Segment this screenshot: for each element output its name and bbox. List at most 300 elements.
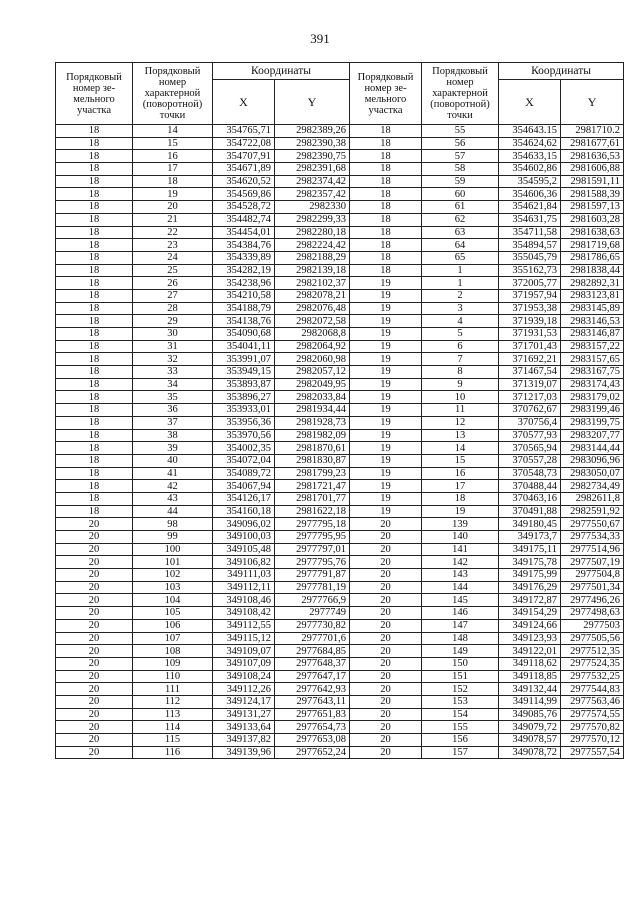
table-cell: 349180,45 (499, 518, 561, 531)
table-cell: 19 (350, 480, 422, 493)
table-cell: 20 (56, 569, 133, 582)
table-cell: 349175,99 (499, 569, 561, 582)
table-cell: 18 (56, 328, 133, 341)
table-cell: 57 (422, 150, 499, 163)
table-cell: 354707,91 (213, 150, 275, 163)
table-cell: 20 (56, 746, 133, 759)
table-cell: 370491,88 (499, 505, 561, 518)
table-cell: 3 (422, 302, 499, 315)
table-cell: 2983207,77 (561, 429, 624, 442)
table-cell: 104 (133, 594, 213, 607)
table-cell: 354210,58 (213, 289, 275, 302)
table-cell: 11 (422, 404, 499, 417)
table-cell: 30 (133, 328, 213, 341)
table-cell: 42 (133, 480, 213, 493)
table-row (56, 328, 624, 341)
table-cell: 22 (133, 226, 213, 239)
table-cell: 19 (350, 467, 422, 480)
table-cell: 18 (56, 391, 133, 404)
table-cell: 15 (133, 137, 213, 150)
table-cell: 18 (56, 226, 133, 239)
table-cell: 349111,03 (213, 569, 275, 582)
table-cell: 2983167,75 (561, 366, 624, 379)
table-cell: 2977795,76 (275, 556, 350, 569)
table-cell: 38 (133, 429, 213, 442)
table-cell: 2981799,23 (275, 467, 350, 480)
table-cell: 355045,79 (499, 251, 561, 264)
table-cell: 20 (350, 556, 422, 569)
table-cell: 14 (133, 125, 213, 138)
table-cell: 18 (56, 454, 133, 467)
table-cell: 20 (350, 746, 422, 759)
table-row (56, 531, 624, 544)
table-cell: 353933,01 (213, 404, 275, 417)
table-row (56, 543, 624, 556)
table-cell: 354528,72 (213, 201, 275, 214)
table-cell: 2977534,33 (561, 531, 624, 544)
table-cell: 13 (422, 429, 499, 442)
table-row (56, 429, 624, 442)
table-cell: 55 (422, 125, 499, 138)
table-row (56, 137, 624, 150)
table-cell: 2977550,67 (561, 518, 624, 531)
table-row (56, 201, 624, 214)
table-cell: 20 (56, 657, 133, 670)
table-row (56, 556, 624, 569)
table-cell: 18 (56, 213, 133, 226)
table-cell: 101 (133, 556, 213, 569)
table-cell: 2977574,55 (561, 708, 624, 721)
table-cell: 20 (350, 632, 422, 645)
table-cell: 371217,03 (499, 391, 561, 404)
table-cell: 18 (56, 277, 133, 290)
table-cell: 157 (422, 746, 499, 759)
table-cell: 111 (133, 683, 213, 696)
table-cell: 2983157,65 (561, 353, 624, 366)
table-cell: 112 (133, 695, 213, 708)
table-cell: 371701,43 (499, 340, 561, 353)
table-cell: 353893,87 (213, 378, 275, 391)
table-row (56, 480, 624, 493)
table-cell: 18 (350, 175, 422, 188)
table-cell: 370565,94 (499, 442, 561, 455)
table-cell: 2981677,61 (561, 137, 624, 150)
table-cell: 354454,01 (213, 226, 275, 239)
table-cell: 2983174,43 (561, 378, 624, 391)
table-cell: 354631,75 (499, 213, 561, 226)
table-row (56, 239, 624, 252)
table-row (56, 670, 624, 683)
table-cell: 115 (133, 734, 213, 747)
table-cell: 18 (56, 188, 133, 201)
table-cell: 354894,57 (499, 239, 561, 252)
table-cell: 349124,17 (213, 695, 275, 708)
table-cell: 20 (350, 657, 422, 670)
table-cell: 354711,58 (499, 226, 561, 239)
table-cell: 349118,62 (499, 657, 561, 670)
table-cell: 349122,01 (499, 645, 561, 658)
table-cell: 2982390,38 (275, 137, 350, 150)
table-cell: 19 (350, 404, 422, 417)
table-cell: 100 (133, 543, 213, 556)
table-cell: 2982330 (275, 201, 350, 214)
table-cell: 18 (350, 163, 422, 176)
table-cell: 349115,12 (213, 632, 275, 645)
table-row (56, 442, 624, 455)
table-cell: 2981638,63 (561, 226, 624, 239)
header-y-right: Y (561, 80, 624, 125)
table-cell: 19 (350, 391, 422, 404)
table-cell: 354282,19 (213, 264, 275, 277)
table-cell: 354722,08 (213, 137, 275, 150)
table-cell: 2982390,75 (275, 150, 350, 163)
table-cell: 2977532,25 (561, 670, 624, 683)
table-cell: 2977795,95 (275, 531, 350, 544)
table-cell: 2981830,87 (275, 454, 350, 467)
table-cell: 64 (422, 239, 499, 252)
table-cell: 20 (56, 670, 133, 683)
table-cell: 2977651,83 (275, 708, 350, 721)
table-row (56, 366, 624, 379)
table-cell: 354339,89 (213, 251, 275, 264)
table-cell: 21 (133, 213, 213, 226)
table-cell: 18 (56, 175, 133, 188)
table-cell: 18 (56, 302, 133, 315)
table-cell: 106 (133, 619, 213, 632)
table-cell: 2982280,18 (275, 226, 350, 239)
table-cell: 24 (133, 251, 213, 264)
table-cell: 151 (422, 670, 499, 683)
table-cell: 354602,86 (499, 163, 561, 176)
table-cell: 349112,11 (213, 581, 275, 594)
table-cell: 145 (422, 594, 499, 607)
table-cell: 143 (422, 569, 499, 582)
table-cell: 2977524,35 (561, 657, 624, 670)
table-cell: 20 (56, 695, 133, 708)
table-cell: 154 (422, 708, 499, 721)
table-cell: 105 (133, 607, 213, 620)
table-cell: 18 (56, 315, 133, 328)
table-cell: 14 (422, 442, 499, 455)
table-cell: 19 (350, 378, 422, 391)
table-cell: 5 (422, 328, 499, 341)
table-cell: 2977730,82 (275, 619, 350, 632)
table-cell: 20 (56, 518, 133, 531)
table-cell: 34 (133, 378, 213, 391)
table-cell: 2982357,42 (275, 188, 350, 201)
table-cell: 2982734,49 (561, 480, 624, 493)
table-cell: 2977647,17 (275, 670, 350, 683)
table-cell: 2977496,26 (561, 594, 624, 607)
table-cell: 349176,29 (499, 581, 561, 594)
table-cell: 354089,72 (213, 467, 275, 480)
table-cell: 2 (422, 289, 499, 302)
table-cell: 2981928,73 (275, 416, 350, 429)
table-cell: 370756,4 (499, 416, 561, 429)
table-cell: 18 (350, 125, 422, 138)
table-cell: 18 (56, 404, 133, 417)
table-cell: 2981591,11 (561, 175, 624, 188)
table-cell: 2982064,92 (275, 340, 350, 353)
table-cell: 35 (133, 391, 213, 404)
table-cell: 370548,73 (499, 467, 561, 480)
table-cell: 2977507,19 (561, 556, 624, 569)
table-cell: 2981606,88 (561, 163, 624, 176)
table-row (56, 264, 624, 277)
table-cell: 17 (422, 480, 499, 493)
table-cell: 2977791,87 (275, 569, 350, 582)
table-cell: 18 (56, 416, 133, 429)
table-cell: 18 (350, 264, 422, 277)
table-cell: 370557,28 (499, 454, 561, 467)
table-cell: 2983050,07 (561, 467, 624, 480)
table-cell: 2981934,44 (275, 404, 350, 417)
table-cell: 40 (133, 454, 213, 467)
table-cell: 2977648,37 (275, 657, 350, 670)
table-cell: 2981710.2 (561, 125, 624, 138)
table-cell: 18 (56, 150, 133, 163)
table-cell: 2981982,09 (275, 429, 350, 442)
table-cell: 2981588,39 (561, 188, 624, 201)
table-cell: 354633,15 (499, 150, 561, 163)
table-cell: 56 (422, 137, 499, 150)
table-row (56, 721, 624, 734)
table-cell: 354384,76 (213, 239, 275, 252)
table-cell: 2977795,18 (275, 518, 350, 531)
table-row (56, 340, 624, 353)
table-cell: 18 (350, 137, 422, 150)
table-cell: 18 (56, 163, 133, 176)
table-cell: 19 (350, 454, 422, 467)
table-row (56, 569, 624, 582)
table-cell: 18 (56, 125, 133, 138)
table-cell: 349085,76 (499, 708, 561, 721)
table-cell: 349132,44 (499, 683, 561, 696)
table-cell: 2983199,46 (561, 404, 624, 417)
table-cell: 7 (422, 353, 499, 366)
header-point-no-left: Порядковый номер характерной (поворотной) точки (133, 63, 213, 125)
table-cell: 98 (133, 518, 213, 531)
table-cell: 20 (350, 695, 422, 708)
table-cell: 2981603,28 (561, 213, 624, 226)
table-cell: 2982060,98 (275, 353, 350, 366)
table-cell: 19 (350, 505, 422, 518)
table-cell: 354090,68 (213, 328, 275, 341)
table-row (56, 163, 624, 176)
table-cell: 353896,27 (213, 391, 275, 404)
table-cell: 354624,62 (499, 137, 561, 150)
table-row (56, 315, 624, 328)
table-cell: 20 (56, 683, 133, 696)
table-cell: 32 (133, 353, 213, 366)
table-cell: 370762,67 (499, 404, 561, 417)
table-cell: 102 (133, 569, 213, 582)
table-cell: 20 (350, 645, 422, 658)
table-cell: 19 (350, 366, 422, 379)
table-cell: 349131,27 (213, 708, 275, 721)
table-cell: 2982224,42 (275, 239, 350, 252)
table-cell: 349096,02 (213, 518, 275, 531)
table-cell: 18 (56, 289, 133, 302)
table-cell: 349175,78 (499, 556, 561, 569)
table-row (56, 213, 624, 226)
table-body (56, 125, 624, 759)
table-cell: 20 (350, 734, 422, 747)
table-cell: 36 (133, 404, 213, 417)
table-row (56, 150, 624, 163)
table-cell: 153 (422, 695, 499, 708)
table-cell: 2977570,12 (561, 734, 624, 747)
table-cell: 19 (350, 442, 422, 455)
table-cell: 349139,96 (213, 746, 275, 759)
table-cell: 58 (422, 163, 499, 176)
table-cell: 349108,42 (213, 607, 275, 620)
table-cell: 19 (350, 302, 422, 315)
table-cell: 29 (133, 315, 213, 328)
table-cell: 349154,29 (499, 607, 561, 620)
table-cell: 20 (56, 645, 133, 658)
table-cell: 18 (56, 467, 133, 480)
table-cell: 349118,85 (499, 670, 561, 683)
table-cell: 18 (350, 226, 422, 239)
table-cell: 354126,17 (213, 492, 275, 505)
table-cell: 2982139,18 (275, 264, 350, 277)
table-cell: 354138,76 (213, 315, 275, 328)
table-cell: 18 (56, 239, 133, 252)
table-cell: 150 (422, 657, 499, 670)
table-cell: 2981636,53 (561, 150, 624, 163)
table-cell: 1 (422, 277, 499, 290)
table-cell: 19 (350, 416, 422, 429)
table-row (56, 289, 624, 302)
table-cell: 18 (56, 378, 133, 391)
table-cell: 15 (422, 454, 499, 467)
table-cell: 353991,07 (213, 353, 275, 366)
table-cell: 19 (350, 353, 422, 366)
table-cell: 59 (422, 175, 499, 188)
table-cell: 99 (133, 531, 213, 544)
table-cell: 2977512,35 (561, 645, 624, 658)
table-cell: 371953,38 (499, 302, 561, 315)
table-cell: 19 (350, 492, 422, 505)
table-cell: 2982068,8 (275, 328, 350, 341)
table-cell: 12 (422, 416, 499, 429)
table-cell: 19 (350, 328, 422, 341)
table-cell: 2981838,44 (561, 264, 624, 277)
table-row (56, 746, 624, 759)
table-cell: 353949,15 (213, 366, 275, 379)
table-cell: 33 (133, 366, 213, 379)
table-cell: 2983146,53 (561, 315, 624, 328)
table-cell: 2982033,84 (275, 391, 350, 404)
table-cell: 20 (133, 201, 213, 214)
table-cell: 19 (133, 188, 213, 201)
table-cell: 349172,87 (499, 594, 561, 607)
table-cell: 2977652,24 (275, 746, 350, 759)
table-cell: 19 (422, 505, 499, 518)
table-cell: 354606,36 (499, 188, 561, 201)
table-cell: 353956,36 (213, 416, 275, 429)
table-row (56, 378, 624, 391)
table-cell: 18 (350, 188, 422, 201)
table-cell: 20 (350, 607, 422, 620)
table-cell: 370463,16 (499, 492, 561, 505)
table-cell: 349175,11 (499, 543, 561, 556)
table-cell: 2983179,02 (561, 391, 624, 404)
table-cell: 349106,82 (213, 556, 275, 569)
table-cell: 349112,55 (213, 619, 275, 632)
table-cell: 9 (422, 378, 499, 391)
table-cell: 110 (133, 670, 213, 683)
table-cell: 2981719,68 (561, 239, 624, 252)
table-cell: 349079,72 (499, 721, 561, 734)
table-cell: 2982078,21 (275, 289, 350, 302)
table-cell: 354188,79 (213, 302, 275, 315)
table-cell: 2983146,87 (561, 328, 624, 341)
table-cell: 20 (350, 531, 422, 544)
table-cell: 349114,99 (499, 695, 561, 708)
table-cell: 8 (422, 366, 499, 379)
table-cell: 149 (422, 645, 499, 658)
header-coords-right: Координаты (499, 63, 624, 80)
table-cell: 2977684,85 (275, 645, 350, 658)
table-cell: 4 (422, 315, 499, 328)
table-cell: 371319,07 (499, 378, 561, 391)
table-row (56, 492, 624, 505)
table-cell: 20 (56, 531, 133, 544)
table-cell: 140 (422, 531, 499, 544)
table-cell: 354067,94 (213, 480, 275, 493)
table-cell: 17 (133, 163, 213, 176)
table-cell: 26 (133, 277, 213, 290)
table-cell: 354238,96 (213, 277, 275, 290)
table-cell: 2977514,96 (561, 543, 624, 556)
table-cell: 2981622,18 (275, 505, 350, 518)
table-cell: 139 (422, 518, 499, 531)
table-cell: 20 (56, 619, 133, 632)
table-cell: 20 (56, 708, 133, 721)
table-row (56, 302, 624, 315)
table-cell: 354482,74 (213, 213, 275, 226)
table-cell: 18 (133, 175, 213, 188)
table-row (56, 505, 624, 518)
table-cell: 18 (350, 150, 422, 163)
table-cell: 371931,53 (499, 328, 561, 341)
table-cell: 18 (56, 340, 133, 353)
table-cell: 355162,73 (499, 264, 561, 277)
table-cell: 20 (56, 581, 133, 594)
table-cell: 354595,2 (499, 175, 561, 188)
table-cell: 16 (133, 150, 213, 163)
coordinates-table (55, 62, 624, 759)
table-cell: 141 (422, 543, 499, 556)
table-cell: 20 (56, 543, 133, 556)
table-cell: 2983096,96 (561, 454, 624, 467)
table-cell: 2977797,01 (275, 543, 350, 556)
header-x-left: X (213, 80, 275, 125)
table-cell: 65 (422, 251, 499, 264)
table-cell: 148 (422, 632, 499, 645)
table-cell: 61 (422, 201, 499, 214)
table-cell: 146 (422, 607, 499, 620)
table-cell: 2982591,92 (561, 505, 624, 518)
table-cell: 18 (56, 442, 133, 455)
table-cell: 23 (133, 239, 213, 252)
table-row (56, 467, 624, 480)
table-cell: 20 (350, 543, 422, 556)
table-cell: 155 (422, 721, 499, 734)
table-cell: 156 (422, 734, 499, 747)
